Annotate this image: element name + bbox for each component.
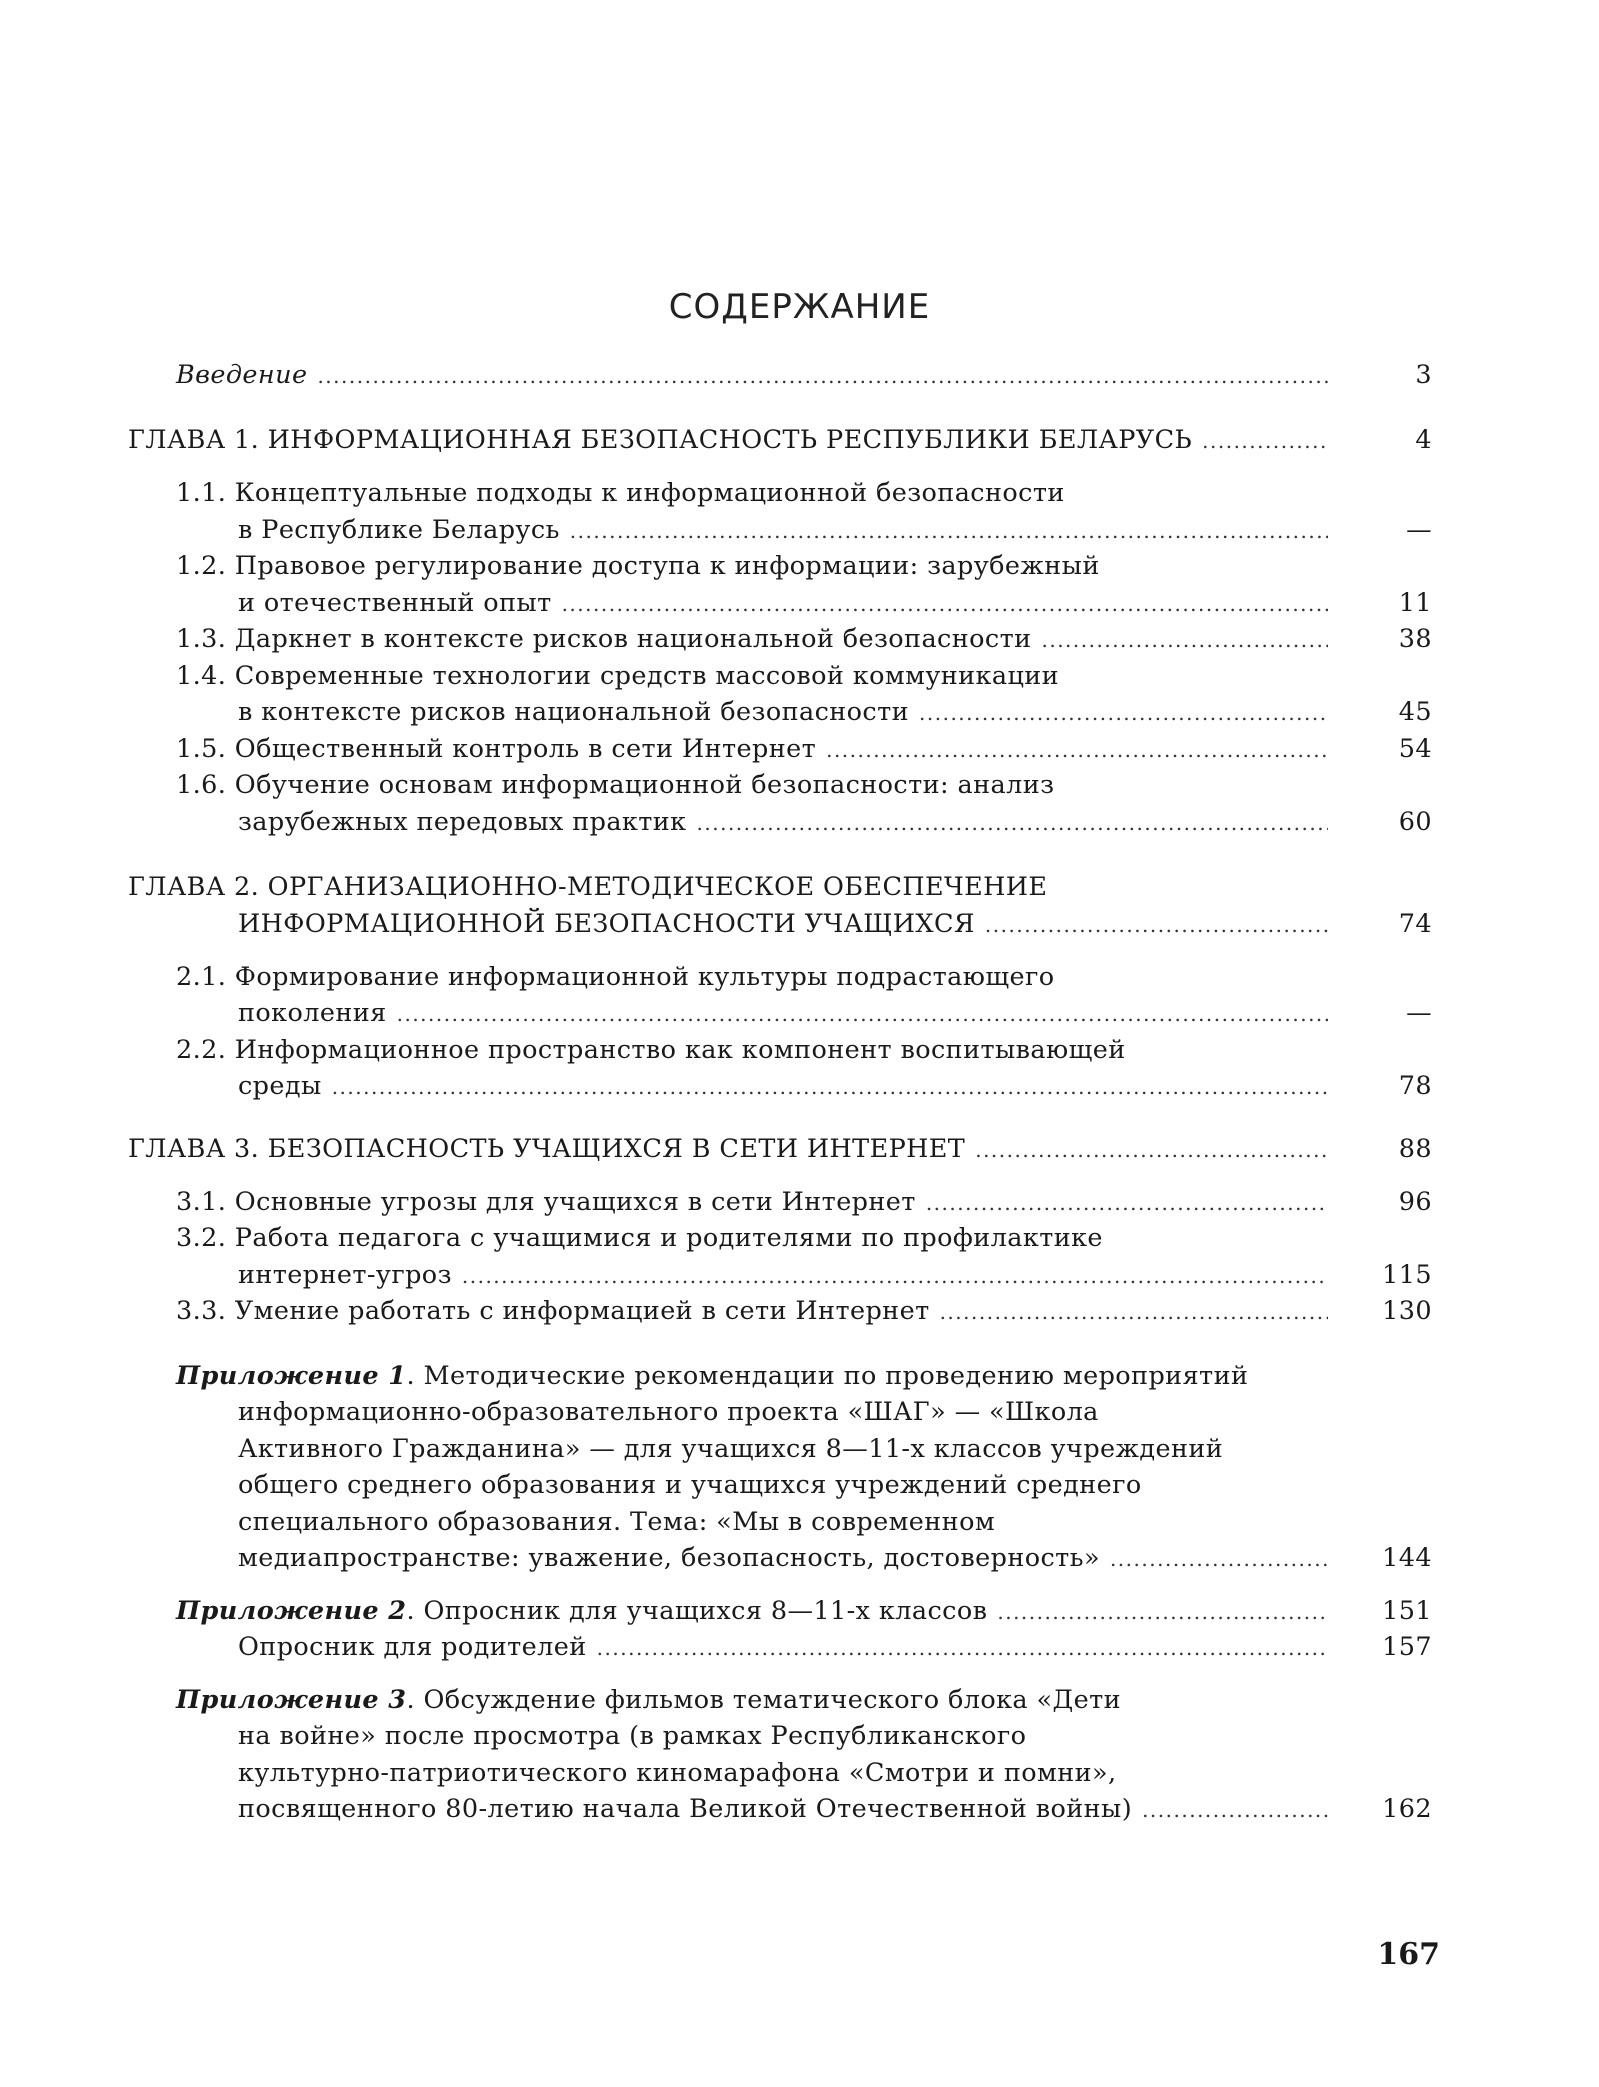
appendix-1-line: информационно-образовательного проекта «ШАГ» — «Школа <box>238 1397 1099 1427</box>
page-ref: 157 <box>1382 1632 1432 1662</box>
dot-leader <box>940 1300 1328 1324</box>
page-ref: 115 <box>1382 1260 1432 1290</box>
toc-entry-intro[interactable] <box>176 360 1332 390</box>
toc-entry-label: Опросник для родителей <box>238 1632 587 1662</box>
dot-leader <box>985 913 1328 937</box>
page-ref: 144 <box>1382 1543 1432 1573</box>
page-ref: 74 <box>1398 909 1432 939</box>
toc-entry-label: зарубежных передовых практик <box>238 807 687 837</box>
toc-entry-2-2-cont[interactable] <box>238 1071 1332 1101</box>
chapter-heading: ГЛАВА 3. БЕЗОПАСНОСТЬ УЧАЩИХСЯ В СЕТИ ИНТЕРНЕТ <box>128 1134 966 1164</box>
toc-entry-1-4[interactable]: 1.4. Современные технологии средств массовой коммуникации <box>176 661 1060 691</box>
toc-entry-1-6-cont[interactable] <box>238 807 1332 837</box>
dot-leader <box>919 701 1328 725</box>
appendix-1-line: общего среднего образования и учащихся учреждений среднего <box>238 1470 1142 1500</box>
page-ref: 54 <box>1398 734 1432 764</box>
page-ref: 162 <box>1382 1794 1432 1824</box>
dot-leader <box>926 1191 1328 1215</box>
page-ref: 60 <box>1398 807 1432 837</box>
appendix-title: . Обсуждение фильмов тематического блока «Дети <box>406 1685 1122 1715</box>
page-ref: 88 <box>1398 1134 1432 1164</box>
appendix-label: Приложение 3 <box>176 1685 407 1715</box>
toc-entry-label: в Республике Беларусь <box>238 515 560 545</box>
page-ref: 11 <box>1398 588 1432 618</box>
toc-entry-label: в контексте рисков национальной безопасности <box>238 697 910 727</box>
toc-appendix-3[interactable] <box>176 1685 1121 1715</box>
toc-chapter-1[interactable] <box>128 425 1332 455</box>
dot-leader <box>397 1002 1328 1026</box>
toc-entry-1-4-cont[interactable] <box>238 697 1332 727</box>
appendix-label: Приложение 1 <box>176 1361 407 1391</box>
toc-entry-label: Введение <box>176 360 308 390</box>
toc-entry-label: 3.1. Основные угрозы для учащихся в сети Интернет <box>176 1187 916 1217</box>
page-ref: 45 <box>1398 697 1432 727</box>
toc-entry-label: 1.3. Даркнет в контексте рисков национальной безопасности <box>176 624 1032 654</box>
toc-appendix-1[interactable] <box>176 1361 1248 1391</box>
page-ref: 151 <box>1382 1596 1432 1626</box>
page-ref: 78 <box>1398 1071 1432 1101</box>
page-ref: 130 <box>1382 1296 1432 1326</box>
page-ref: 3 <box>1415 360 1432 390</box>
toc-entry-1-3[interactable] <box>176 624 1332 654</box>
toc-entry-2-2[interactable]: 2.2. Информационное пространство как компонент воспитывающей <box>176 1035 1126 1065</box>
page-ref: — <box>1406 515 1432 545</box>
appendix-title: . Методические рекомендации по проведению мероприятий <box>406 1361 1249 1391</box>
appendix-3-last-line[interactable] <box>238 1794 1332 1824</box>
dot-leader <box>826 738 1328 762</box>
toc-entry-label: 1.5. Общественный контроль в сети Интернет <box>176 734 817 764</box>
dot-leader <box>332 1075 1328 1099</box>
toc-entry-1-1-cont[interactable] <box>238 515 1332 545</box>
dot-leader <box>1142 1798 1328 1822</box>
page-title: СОДЕРЖАНИЕ <box>668 287 931 327</box>
appendix-1-line: специального образования. Тема: «Мы в современном <box>238 1507 996 1537</box>
page-ref: — <box>1406 998 1432 1028</box>
dot-leader <box>317 364 1328 388</box>
dot-leader <box>562 592 1328 616</box>
toc-entry-label: посвященного 80-летию начала Великой Отечественной войны) <box>238 1794 1133 1824</box>
toc-chapter-3[interactable] <box>128 1134 1332 1164</box>
toc-entry-1-1[interactable]: 1.1. Концептуальные подходы к информационной безопасности <box>176 478 1065 508</box>
toc-entry-3-2[interactable]: 3.2. Работа педагога с учащимися и родителями по профилактике <box>176 1223 1103 1253</box>
page-ref: 4 <box>1415 425 1432 455</box>
toc-entry-2-1[interactable]: 2.1. Формирование информационной культуры подрастающего <box>176 962 1055 992</box>
dot-leader <box>975 1138 1328 1162</box>
appendix-1-last-line[interactable] <box>238 1543 1332 1573</box>
chapter-heading: ГЛАВА 1. ИНФОРМАЦИОННАЯ БЕЗОПАСНОСТЬ РЕСПУБЛИКИ БЕЛАРУСЬ <box>128 425 1193 455</box>
toc-chapter-2-cont[interactable] <box>238 909 1332 939</box>
page-number: 167 <box>1377 1937 1440 1972</box>
appendix-title: . Опросник для учащихся 8—11-х классов <box>406 1596 988 1626</box>
toc-appendix-2[interactable] <box>176 1596 1332 1626</box>
appendix-3-line: культурно-патриотического киномарафона «Смотри и помни», <box>238 1758 1117 1788</box>
toc-entry-1-2[interactable]: 1.2. Правовое регулирование доступа к информации: зарубежный <box>176 551 1100 581</box>
toc-entry-label: поколения <box>238 998 387 1028</box>
toc-entry-1-5[interactable] <box>176 734 1332 764</box>
toc-entry-label: медиапространстве: уважение, безопасность, достоверность» <box>238 1543 1100 1573</box>
toc-entry-1-2-cont[interactable] <box>238 588 1332 618</box>
page-ref: 38 <box>1398 624 1432 654</box>
toc-entry-label: среды <box>238 1071 322 1101</box>
appendix-label: Приложение 2 <box>176 1596 407 1626</box>
toc-entry-3-3[interactable] <box>176 1296 1332 1326</box>
dot-leader <box>462 1264 1328 1288</box>
dot-leader <box>997 1600 1328 1624</box>
dot-leader <box>1110 1547 1328 1571</box>
dot-leader <box>697 811 1328 835</box>
toc-entry-label: и отечественный опыт <box>238 588 552 618</box>
toc-entry-label: 3.3. Умение работать с информацией в сети Интернет <box>176 1296 930 1326</box>
appendix-3-line: на войне» после просмотра (в рамках Республиканского <box>238 1721 1027 1751</box>
chapter-heading: ИНФОРМАЦИОННОЙ БЕЗОПАСНОСТИ УЧАЩИХСЯ <box>238 909 975 939</box>
dot-leader <box>1202 429 1328 453</box>
toc-chapter-2[interactable]: ГЛАВА 2. ОРГАНИЗАЦИОННО-МЕТОДИЧЕСКОЕ ОБЕСПЕЧЕНИЕ <box>128 872 1048 902</box>
appendix-1-line: Активного Гражданина» — для учащихся 8—11-х классов учреждений <box>238 1434 1224 1464</box>
page-ref: 96 <box>1398 1187 1432 1217</box>
dot-leader <box>597 1636 1328 1660</box>
dot-leader <box>1041 628 1328 652</box>
toc-entry-3-2-cont[interactable] <box>238 1260 1332 1290</box>
toc-entry-2-1-cont[interactable] <box>238 998 1332 1028</box>
toc-entry-1-6[interactable]: 1.6. Обучение основам информационной безопасности: анализ <box>176 770 1055 800</box>
toc-entry-3-1[interactable] <box>176 1187 1332 1217</box>
toc-appendix-2-sub[interactable] <box>238 1632 1332 1662</box>
dot-leader <box>570 519 1328 543</box>
toc-entry-label: интернет-угроз <box>238 1260 452 1290</box>
